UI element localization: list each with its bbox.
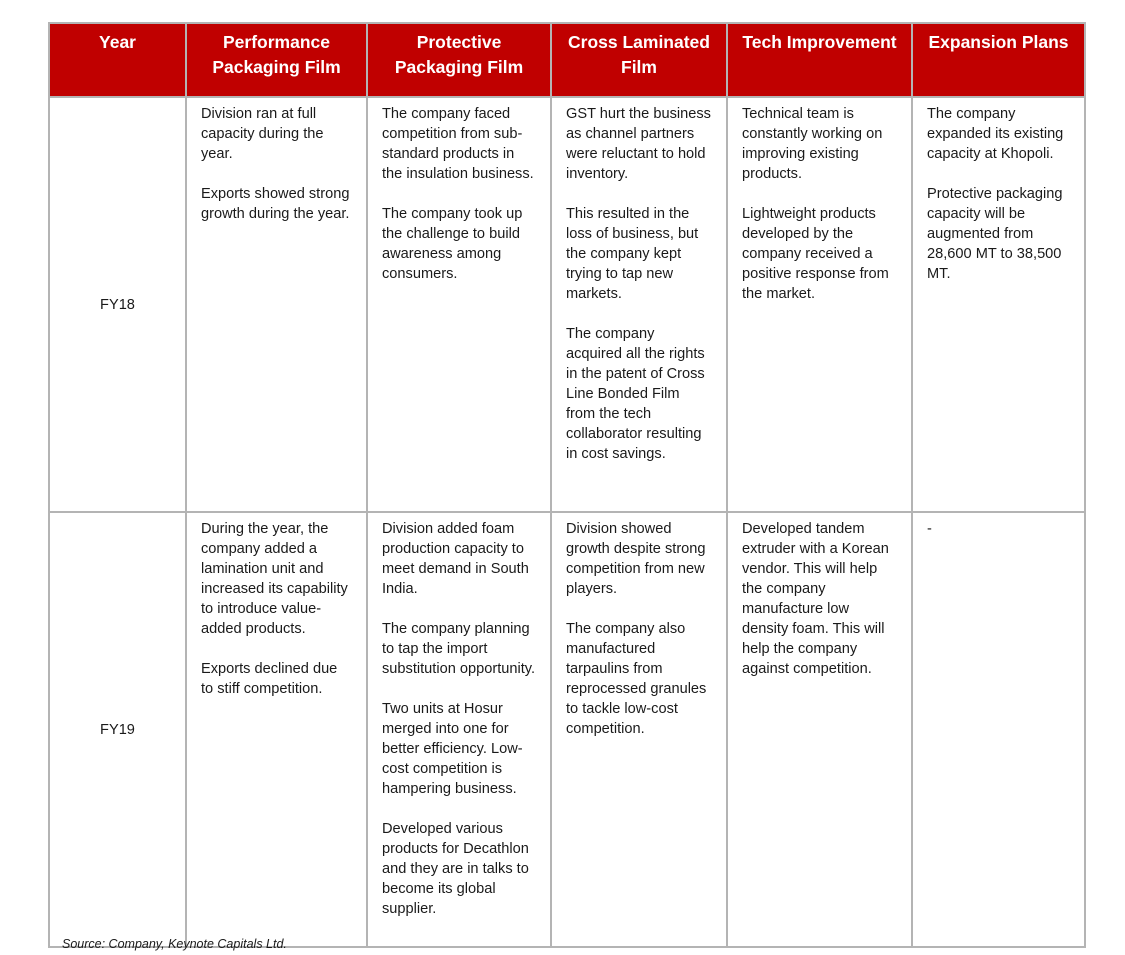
table-row-fy19: [49, 512, 1085, 947]
cell-text: Lightweight products developed by the company received a positive response from the market.: [742, 206, 889, 302]
cell-text: Division showed growth despite strong competition from new players.: [566, 521, 706, 597]
expansion-plans-cell: [912, 97, 1085, 512]
header-expansion-plans: Expansion Plans: [912, 23, 1085, 97]
cell-text: Division ran at full capacity during the year.: [201, 106, 324, 162]
cell-text: This resulted in the loss of business, but the company kept trying to tap new markets.: [566, 206, 699, 302]
cross-laminated-cell: [551, 97, 727, 512]
cell-text: Exports declined due to stiff competition.: [201, 661, 338, 697]
cell-text: Technical team is constantly working on improving existing products.: [742, 106, 883, 182]
cell-text: Division added foam production capacity to meet demand in South India.: [382, 521, 529, 597]
cell-text: Developed tandem extruder with a Korean vendor. This will help the company manufacture low density foam. This will help the company against competition.: [742, 521, 889, 677]
protective-cell: [367, 512, 551, 947]
expansion-plans-cell: [912, 512, 1085, 947]
cell-text: Protective packaging capacity will be augmented from 28,600 MT to 38,500 MT.: [927, 186, 1063, 282]
cell-text: GST hurt the business as channel partners were reluctant to hold inventory.: [566, 106, 711, 182]
cell-text: Developed various products for Decathlon and they are in talks to become its global supplier.: [382, 821, 529, 917]
table-row-fy18: [49, 97, 1085, 512]
tech-improvement-cell: [727, 97, 912, 512]
cell-text: The company expanded its existing capacity at Khopoli.: [927, 106, 1064, 162]
header-protective-packaging-film: Protective Packaging Film: [367, 23, 551, 97]
header-tech-improvement: Tech Improvement: [727, 23, 912, 97]
company-divisions-table: [48, 22, 1086, 948]
year-cell: FY18: [49, 97, 186, 512]
cross-laminated-cell: [551, 512, 727, 947]
performance-cell: [186, 512, 367, 947]
cell-text: The company acquired all the rights in the patent of Cross Line Bonded Film from the tech collaborator resulting in cost savings.: [566, 326, 705, 462]
cell-text: Exports showed strong growth during the year.: [201, 186, 350, 222]
header-year: Year: [49, 23, 186, 97]
header-performance-packaging-film: Performance Packaging Film: [186, 23, 367, 97]
cell-text: The company took up the challenge to build awareness among consumers.: [382, 206, 523, 282]
source-note: Source: Company, Keynote Capitals Ltd.: [62, 937, 287, 951]
protective-cell: [367, 97, 551, 512]
cell-text: The company planning to tap the import substitution opportunity.: [382, 621, 536, 677]
cell-text: Two units at Hosur merged into one for better efficiency. Low-cost competition is hampering business.: [382, 701, 523, 797]
header-cross-laminated-film: Cross Laminated Film: [551, 23, 727, 97]
cell-text: During the year, the company added a lamination unit and increased its capability to introduce value-added products.: [201, 521, 348, 637]
cell-text: -: [927, 521, 932, 537]
cell-text: The company faced competition from sub-standard products in the insulation business.: [382, 106, 534, 182]
tech-improvement-cell: [727, 512, 912, 947]
year-cell: FY19: [49, 512, 186, 947]
performance-cell: [186, 97, 367, 512]
cell-text: The company also manufactured tarpaulins from reprocessed granules to tackle low-cost competition.: [566, 621, 707, 737]
header-row: [49, 23, 1085, 97]
